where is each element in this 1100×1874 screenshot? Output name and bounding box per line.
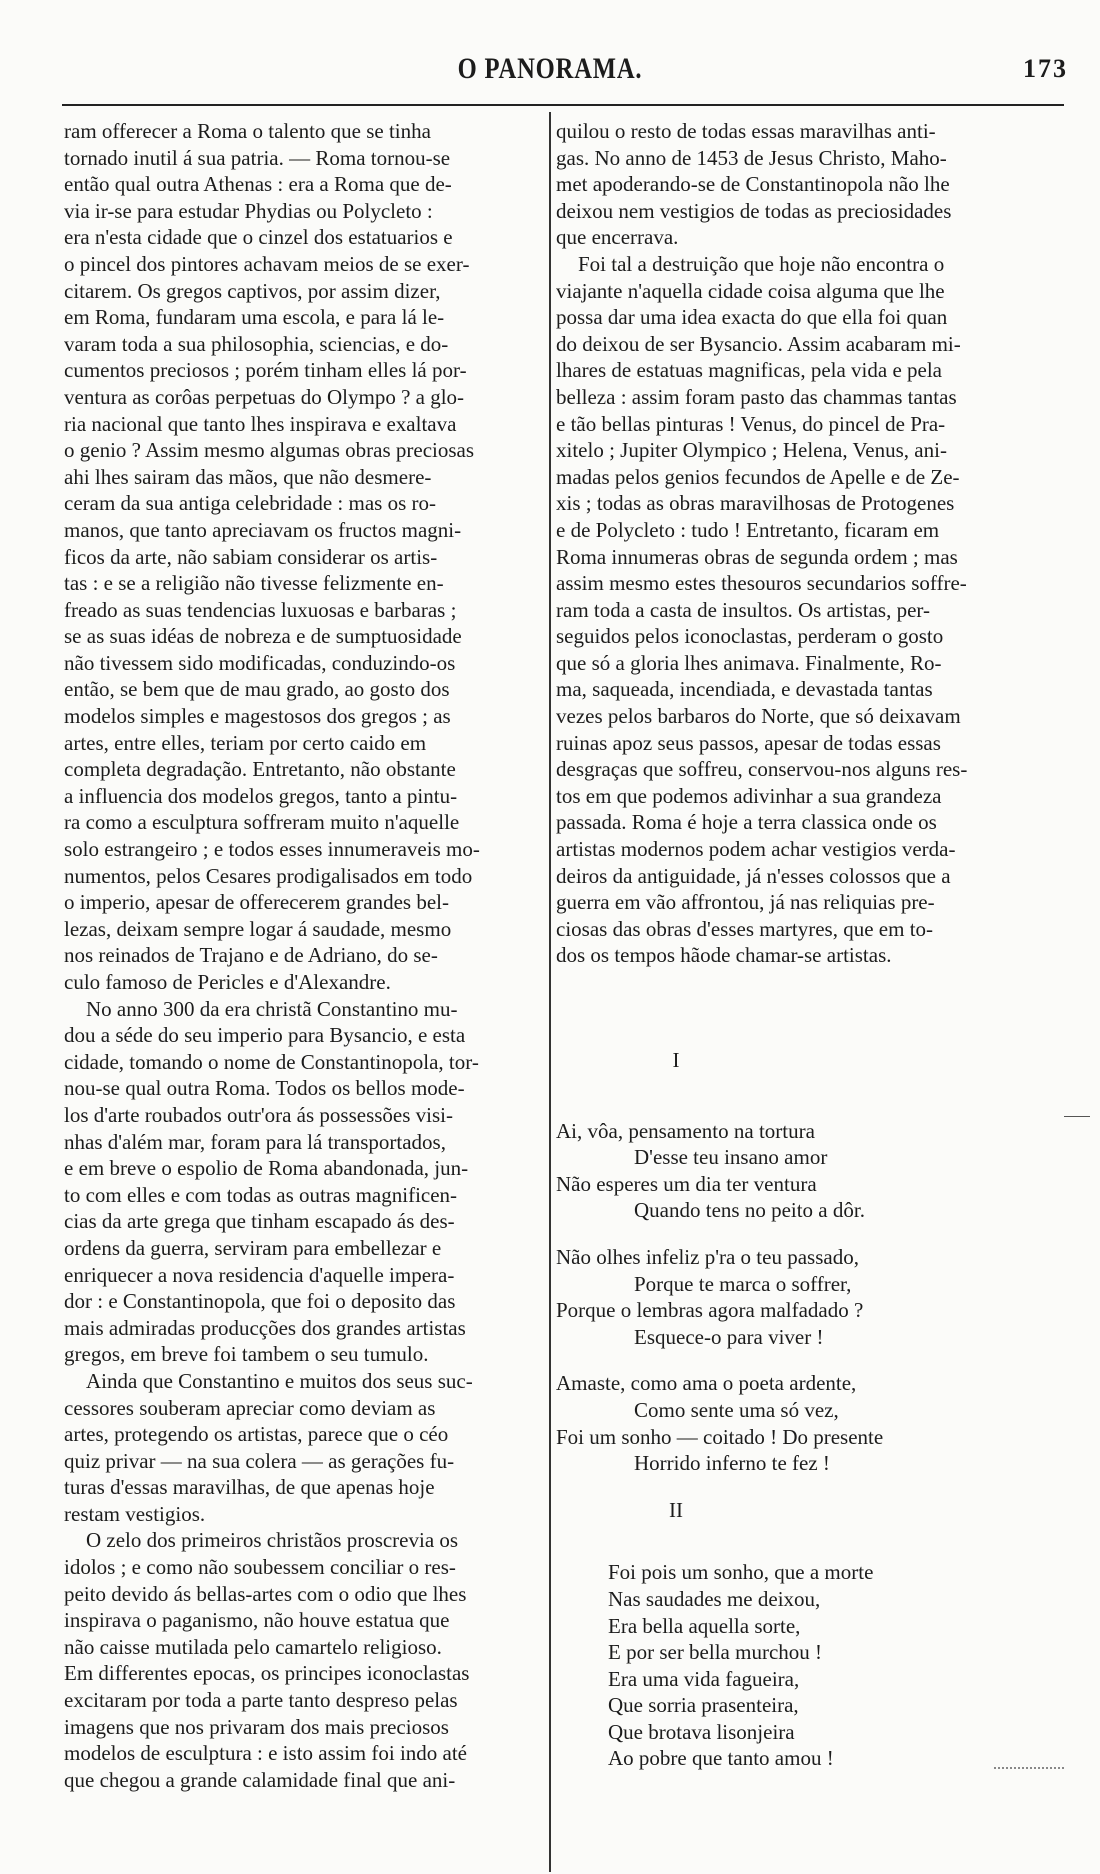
text-line: varam toda a sua philosophia, sciencias, e do-	[64, 331, 449, 356]
text-line: então, se bem que de mau grado, ao gosto dos	[64, 677, 450, 702]
column-divider	[549, 112, 551, 1872]
text-line: gas. No anno de 1453 de Jesus Christo, Maho-	[556, 145, 947, 170]
text-line: se as suas idéas de nobreza e de sumptuosidade	[64, 624, 462, 649]
text-line: seguidos pelos iconoclastas, perderam o gosto	[556, 624, 944, 649]
text-line: ruinas apoz seus passos, apesar de todas essas	[556, 730, 941, 755]
poem-line: Como sente uma só vez,	[634, 1397, 839, 1422]
text-line: modelos simples e magestosos dos gregos ; as	[64, 704, 451, 729]
right-column-prose	[556, 118, 1046, 969]
text-line: quilou o resto de todas essas maravilhas anti-	[556, 119, 936, 143]
text-line: que chegou a grande calamidade final que ani-	[64, 1767, 456, 1792]
text-line: cidade, tomando o nome de Constantinopola, tor-	[64, 1049, 479, 1074]
poem-line: Porque te marca o soffrer,	[634, 1271, 852, 1296]
text-line: vezes pelos barbaros do Norte, que só deixavam	[556, 704, 961, 729]
text-line: belleza : assim foram pasto das chammas tantas	[556, 384, 957, 409]
text-line: No anno 300 da era christã Constantino mu-	[86, 996, 458, 1021]
text-line: imagens que nos privaram dos mais preciosos	[64, 1714, 449, 1739]
text-line: não tivessem sido modificadas, conduzindo-os	[64, 650, 456, 675]
text-line: Em differentes epocas, os principes iconoclastas	[64, 1661, 470, 1686]
text-line: artistas modernos podem achar vestigios verda-	[556, 837, 956, 862]
text-line: era n'esta cidade que o cinzel dos estatuarios e	[64, 225, 453, 250]
poem-line: Que brotava lisonjeira	[608, 1719, 795, 1744]
text-line: tornado inutil á sua patria. — Roma tornou-se	[64, 145, 451, 170]
text-line: mais admiradas producções dos grandes artistas	[64, 1315, 466, 1340]
text-line: guerra em vão affrontou, já nas reliquias pre-	[556, 890, 935, 915]
text-line: cias da arte grega que tinham escapado ás des-	[64, 1209, 455, 1234]
page-header-title: O PANORAMA.	[457, 52, 643, 85]
text-line: cessores souberam apreciar como deviam as	[64, 1395, 436, 1420]
text-line: Foi tal a destruição que hoje não encontra o	[578, 251, 945, 276]
text-line: solo estrangeiro ; e todos esses innumeraveis mo-	[64, 837, 480, 862]
text-line: inspirava o paganismo, não houve estatua que	[64, 1608, 450, 1633]
text-line: Ainda que Constantino e muitos dos seus suc-	[86, 1368, 473, 1393]
text-line: passada. Roma é hoje a terra classica onde os	[556, 810, 937, 835]
text-line: ventura as corôas perpetuas do Olympo ? a glo-	[64, 384, 465, 409]
text-line: ma, saqueada, incendiada, e devastada tantas	[556, 677, 933, 702]
poem-block	[556, 1047, 1046, 1772]
text-line: dou a séde do seu imperio para Bysancio, e esta	[64, 1023, 466, 1048]
spacer	[556, 1477, 1046, 1497]
text-line: que encerrava.	[556, 225, 679, 250]
text-line: to com elles e com todas as outras magnificen-	[64, 1182, 458, 1207]
text-line: ria nacional que tanto lhes inspirava e exaltava	[64, 411, 457, 436]
text-line: do deixou de ser Bysancio. Assim acabaram mi-	[556, 331, 961, 356]
text-line: lhares de estatuas magnificas, pela vida e pela	[556, 358, 942, 383]
text-line: madas pelos genios fecundos de Apelle e de Ze-	[556, 464, 960, 489]
text-line: viajante n'aquella cidade coisa alguma que lhe	[556, 278, 945, 303]
text-line: possa dar uma idea exacta do que ella foi quan	[556, 305, 948, 330]
poem-line: Nas saudades me deixou,	[608, 1586, 821, 1611]
text-line: los d'arte roubados outr'ora ás possessões visi-	[64, 1102, 454, 1127]
poem-line: Horrido inferno te fez !	[634, 1451, 830, 1476]
text-line: enriquecer a nova residencia d'aquelle impera-	[64, 1262, 455, 1287]
header-rule	[62, 104, 1064, 106]
text-line: manos, que tanto apreciavam os fructos magni-	[64, 517, 462, 542]
text-line: idolos ; e como não soubessem conciliar o res-	[64, 1555, 456, 1580]
text-line: excitaram por toda a parte tanto despreso pelas	[64, 1688, 458, 1713]
text-line: ficos da arte, não sabiam considerar os artis-	[64, 544, 438, 569]
text-line: nou-se qual outra Roma. Todos os bellos mode-	[64, 1076, 465, 1101]
text-line: ahi lhes sairam das mãos, que não desmere-	[64, 464, 432, 489]
text-line: met apoderando-se de Constantinopola não lhe	[556, 172, 950, 197]
poem-section-mark: II	[669, 1497, 683, 1522]
spacer	[556, 1523, 1046, 1559]
print-artifact	[1064, 1116, 1090, 1117]
left-column	[64, 118, 542, 1793]
text-line: ram offerecer a Roma o talento que se tinha	[64, 119, 431, 143]
spacer	[556, 1224, 1046, 1244]
text-line: e em breve o espolio de Roma abandonada, jun-	[64, 1156, 469, 1181]
text-line: assim mesmo estes thesouros secundarios soffre-	[556, 571, 967, 596]
text-line: peito devido ás bellas-artes com o odio que lhes	[64, 1581, 467, 1606]
poem-line: Foi pois um sonho, que a morte	[608, 1560, 874, 1585]
text-line: que só a gloria lhes animava. Finalmente, Ro-	[556, 650, 942, 675]
text-line: xis ; todas as obras maravilhosas de Protogenes	[556, 491, 955, 516]
text-line: freado as suas tendencias luxuosas e barbaras ;	[64, 597, 457, 622]
spacer	[556, 1074, 1046, 1118]
text-line: modelos de esculptura : e isto assim foi indo até	[64, 1741, 467, 1766]
text-line: deixou nem vestigios de todas as preciosidades	[556, 198, 952, 223]
text-line: nos reinados de Trajano e de Adriano, do se-	[64, 943, 438, 968]
text-line: ceram da sua antiga celebridade : mas os ro-	[64, 491, 437, 516]
text-line: e de Polycleto : tudo ! Entretanto, ficaram em	[556, 517, 940, 542]
text-line: o genio ? Assim mesmo algumas obras preciosas	[64, 438, 475, 463]
poem-section-mark: I	[672, 1048, 680, 1072]
poem-line: Não esperes um dia ter ventura	[556, 1171, 817, 1196]
poem-line: Porque o lembras agora malfadado ?	[556, 1298, 864, 1323]
text-line: turas d'essas maravilhas, de que apenas hoje	[64, 1475, 435, 1500]
text-line: ciosas das obras d'esses martyres, que em to-	[556, 916, 934, 941]
text-line: lezas, deixam sempre logar á saudade, mesmo	[64, 916, 452, 941]
text-line: completa degradação. Entretanto, não obstante	[64, 757, 456, 782]
poem-line: E por ser bella murchou !	[608, 1640, 823, 1665]
text-line: desgraças que soffreu, conservou-nos alguns res-	[556, 757, 968, 782]
text-line: via ir-se para estudar Phydias ou Polycleto :	[64, 198, 433, 223]
poem-line: Quando tens no peito a dôr.	[634, 1198, 865, 1223]
text-line: O zelo dos primeiros christãos proscrevia os	[86, 1528, 459, 1553]
text-line: numentos, pelos Cesares prodigalisados em todo	[64, 863, 473, 888]
poem-line: Não olhes infeliz p'ra o teu passado,	[556, 1244, 859, 1269]
text-line: xitelo ; Jupiter Olympico ; Helena, Venus, ani-	[556, 438, 947, 463]
text-line: deiros da antiguidade, já n'esses colossos que a	[556, 863, 951, 888]
text-line: então qual outra Athenas : era a Roma que de-	[64, 172, 452, 197]
text-line: e tão bellas pinturas ! Venus, do pincel de Pra-	[556, 411, 946, 436]
text-line: em Roma, fundaram uma escola, e para lá le-	[64, 305, 445, 330]
poem-line: Era bella aquella sorte,	[608, 1613, 801, 1638]
poem-line: Esquece-o para viver !	[634, 1324, 824, 1349]
text-line: quiz privar — na sua colera — as gerações fu-	[64, 1448, 455, 1473]
text-line: gregos, em breve foi tambem o seu tumulo.	[64, 1342, 429, 1367]
text-line: artes, entre elles, teriam por certo caido em	[64, 730, 427, 755]
text-line: Roma innumeras obras de segunda ordem ; mas	[556, 544, 958, 569]
poem-line: Era uma vida fagueira,	[608, 1666, 800, 1691]
poem-line: Que sorria prasenteira,	[608, 1693, 799, 1718]
text-line: tas : e se a religião não tivesse felizmente en-	[64, 571, 444, 596]
text-line: restam vestigios.	[64, 1501, 206, 1526]
poem-line: Foi um sonho — coitado ! Do presente	[556, 1424, 884, 1449]
text-line: artes, protegendo os artistas, parece que o céo	[64, 1422, 449, 1447]
text-line: ra como a esculptura soffreram muito n'aquelle	[64, 810, 460, 835]
text-line: citarem. Os gregos captivos, por assim dizer,	[64, 278, 441, 303]
page-number: 173	[1023, 54, 1068, 83]
text-line: o pincel dos pintores achavam meios de se exer-	[64, 251, 470, 276]
poem-line: Amaste, como ama o poeta ardente,	[556, 1371, 857, 1396]
text-line: o imperio, apesar de offerecerem grandes bel-	[64, 890, 450, 915]
text-line: culo famoso de Pericles e d'Alexandre.	[64, 970, 391, 994]
poem-line: Ao pobre que tanto amou !	[608, 1746, 834, 1771]
poem-line: Ai, vôa, pensamento na tortura	[556, 1118, 815, 1143]
text-line: dos os tempos hãode chamar-se artistas.	[556, 943, 892, 968]
text-line: a influencia dos modelos gregos, tanto a pintu-	[64, 783, 458, 808]
text-line: tos em que podemos adivinhar a sua grandeza	[556, 783, 942, 808]
print-artifact	[994, 1767, 1064, 1779]
text-line: nhas d'além mar, foram para lá transportados,	[64, 1129, 446, 1154]
poem-line: D'esse teu insano amor	[634, 1145, 828, 1170]
text-line: ordens da guerra, serviram para embellezar e	[64, 1235, 442, 1260]
spacer	[556, 1350, 1046, 1370]
text-line: ram toda a casta de insultos. Os artistas, per-	[556, 597, 930, 622]
text-line: não caisse mutilada pelo camartelo religioso.	[64, 1634, 442, 1659]
text-line: cumentos preciosos ; porém tinham elles lá por-	[64, 358, 467, 383]
text-line: dor : e Constantinopola, que foi o deposito das	[64, 1289, 456, 1314]
